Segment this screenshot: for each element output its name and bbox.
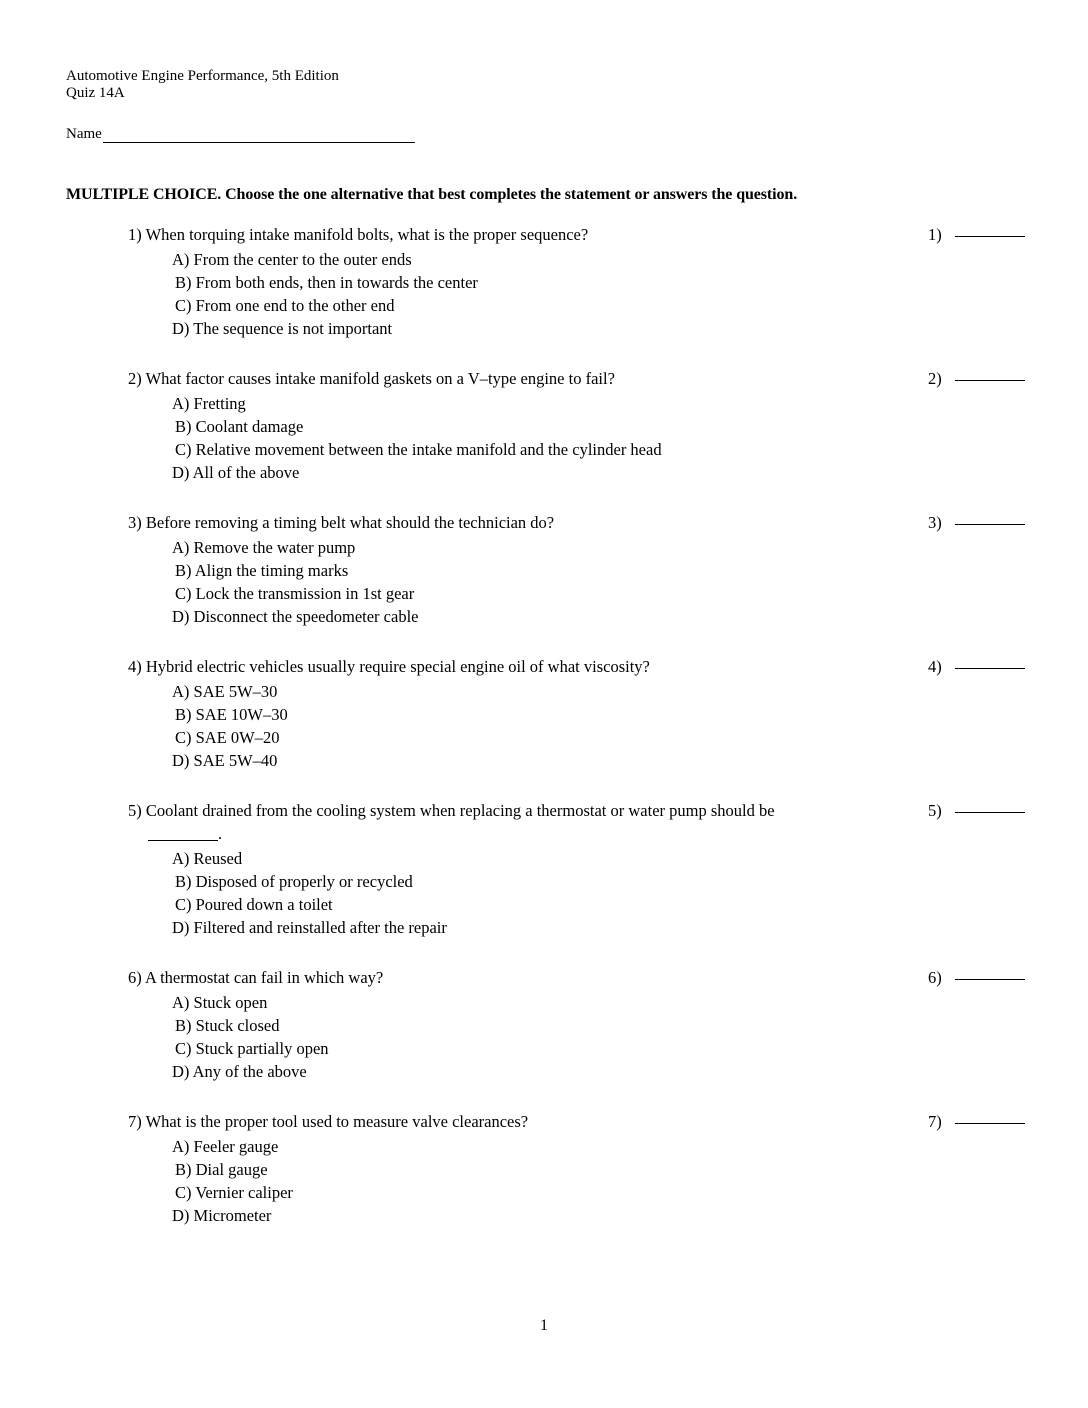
option-a[interactable]: A) From the center to the outer ends <box>172 250 412 269</box>
section-instructions: MULTIPLE CHOICE. Choose the one alternative that best completes the statement or answers the question. <box>66 186 798 203</box>
answer-line[interactable] <box>955 524 1025 525</box>
option-c[interactable]: C) Stuck partially open <box>175 1039 329 1058</box>
option-c[interactable]: C) Lock the transmission in 1st gear <box>175 584 415 603</box>
stem-end-punctuation: . <box>218 824 223 843</box>
option-c[interactable]: C) From one end to the other end <box>175 296 395 315</box>
question-stem: 1) When torquing intake manifold bolts, what is the proper sequence? <box>128 225 589 244</box>
option-a[interactable]: A) Fretting <box>172 394 246 413</box>
option-d[interactable]: D) Disconnect the speedometer cable <box>172 607 419 626</box>
option-d[interactable]: D) The sequence is not important <box>172 319 393 338</box>
answer-line[interactable] <box>955 979 1025 980</box>
answer-number: 1) <box>928 225 942 244</box>
answer-line[interactable] <box>955 1123 1025 1124</box>
option-c[interactable]: C) Vernier caliper <box>175 1183 293 1202</box>
answer-number: 6) <box>928 968 942 987</box>
option-b[interactable]: B) Stuck closed <box>175 1016 280 1035</box>
name-label: Name <box>66 126 102 142</box>
fill-in-blank <box>148 824 218 841</box>
option-d[interactable]: D) SAE 5W–40 <box>172 751 278 770</box>
option-list <box>172 392 662 484</box>
option-list <box>172 1135 293 1227</box>
option-a[interactable]: A) Feeler gauge <box>172 1137 279 1156</box>
option-d[interactable]: D) All of the above <box>172 463 300 482</box>
name-field-row <box>66 126 415 143</box>
quiz-label: Quiz 14A <box>66 85 125 101</box>
option-list <box>172 536 418 628</box>
answer-number: 4) <box>928 657 942 676</box>
page-number: 1 <box>540 1317 548 1334</box>
option-c[interactable]: C) Relative movement between the intake manifold and the cylinder head <box>175 440 662 459</box>
option-a[interactable]: A) Reused <box>172 849 243 868</box>
answer-number: 7) <box>928 1112 942 1131</box>
option-b[interactable]: B) SAE 10W–30 <box>175 705 288 724</box>
question-stem: 5) Coolant drained from the cooling system when replacing a thermostat or water pump should be <box>128 801 775 820</box>
answer-line[interactable] <box>955 668 1025 669</box>
answer-number: 5) <box>928 801 942 820</box>
question-stem: 3) Before removing a timing belt what should the technician do? <box>128 513 555 532</box>
answer-line[interactable] <box>955 812 1025 813</box>
option-b[interactable]: B) Coolant damage <box>175 417 304 436</box>
question-stem: 4) Hybrid electric vehicles usually require special engine oil of what viscosity? <box>128 657 650 676</box>
option-a[interactable]: A) Stuck open <box>172 993 268 1012</box>
option-d[interactable]: D) Any of the above <box>172 1062 307 1081</box>
option-b[interactable]: B) Disposed of properly or recycled <box>175 872 413 891</box>
option-list <box>172 680 288 772</box>
answer-line[interactable] <box>955 380 1025 381</box>
answer-line[interactable] <box>955 236 1025 237</box>
answer-number: 2) <box>928 369 942 388</box>
option-d[interactable]: D) Filtered and reinstalled after the repair <box>172 918 447 937</box>
question-stem: 7) What is the proper tool used to measure valve clearances? <box>128 1112 529 1131</box>
question-stem: 2) What factor causes intake manifold gaskets on a V–type engine to fail? <box>128 369 615 388</box>
option-b[interactable]: B) Align the timing marks <box>175 561 349 580</box>
option-a[interactable]: A) SAE 5W–30 <box>172 682 278 701</box>
question-stem: 6) A thermostat can fail in which way? <box>128 968 384 987</box>
answer-number: 3) <box>928 513 942 532</box>
document-title: Automotive Engine Performance, 5th Edition <box>66 68 339 84</box>
option-d[interactable]: D) Micrometer <box>172 1206 272 1225</box>
option-list <box>172 991 329 1083</box>
option-c[interactable]: C) SAE 0W–20 <box>175 728 280 747</box>
name-input-line[interactable] <box>103 126 415 143</box>
option-b[interactable]: B) Dial gauge <box>175 1160 268 1179</box>
option-list <box>172 847 447 939</box>
option-list <box>172 248 478 340</box>
option-c[interactable]: C) Poured down a toilet <box>175 895 333 914</box>
option-b[interactable]: B) From both ends, then in towards the center <box>175 273 478 292</box>
option-a[interactable]: A) Remove the water pump <box>172 538 356 557</box>
